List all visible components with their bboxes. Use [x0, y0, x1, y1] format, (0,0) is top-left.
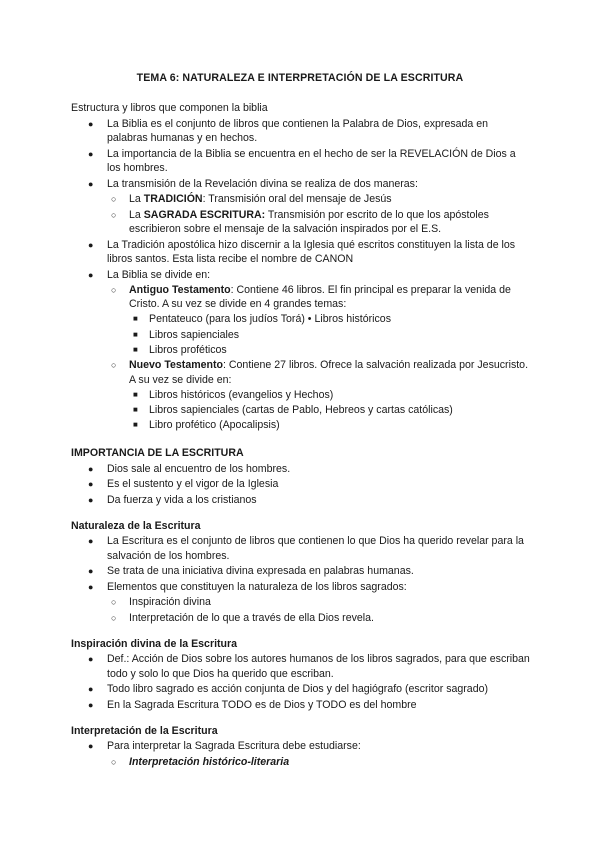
interpretacion-list [71, 739, 531, 768]
bullet-icon: ● [88, 654, 94, 665]
section-heading: IMPORTANCIA DE LA ESCRITURA [71, 447, 244, 460]
circle-bullet-icon: ○ [111, 194, 117, 205]
interpretacion-sublist [107, 755, 531, 769]
bullet-icon: ● [88, 741, 94, 752]
circle-bullet-icon: ○ [111, 756, 117, 767]
circle-bullet-icon: ○ [111, 209, 117, 220]
list-item: ● La transmisión de la Revelación divina se realiza de dos maneras: ○ La TRADICIÓN: Transmisión oral del mensaje de Jesús ○ La SAGRADA ESCRITURA: Transmisión por escrito de lo que los apóstoles escribieron sobre el mensaje de la salvación inspirados por el E.S. [71, 177, 531, 236]
section-heading: Inspiración divina de la Escritura [71, 638, 238, 651]
list-item: ● La Escritura es el conjunto de libros que contienen lo que Dios ha querido revelar para la salvación de los hombres. [88, 535, 524, 562]
bullet-icon: ● [88, 479, 94, 490]
page-title: TEMA 6: NATURALEZA E INTERPRETACIÓN DE LA ESCRITURA [136, 72, 464, 84]
estructura-list [71, 117, 531, 432]
list-item: ○ La TRADICIÓN: Transmisión oral del mensaje de Jesús [111, 193, 392, 206]
list-item: ○ La SAGRADA ESCRITURA: Transmisión por escrito de lo que los apóstoles escribieron sobre el mensaje de la salvación inspirados por el E.S. [111, 208, 489, 236]
list-item: ● Elementos que constituyen la naturaleza de los libros sagrados: ○ Inspiración divina ○ Interpretación de lo que a través de ella Dios revela. [71, 580, 531, 625]
list-item: ● Se trata de una iniciativa divina expresada en palabras humanas. [88, 565, 414, 578]
bullet-icon: ● [88, 495, 94, 506]
nt-sublist [129, 388, 531, 433]
circle-bullet-icon: ○ [111, 360, 117, 371]
bullet-icon: ● [88, 536, 94, 547]
list-item: ● La Tradición apostólica hizo discernir a la Iglesia qué escritos constituyen la lista de los libros santos. Esta lista recibe el nombre de CANON [88, 238, 516, 266]
square-bullet-icon: ■ [133, 314, 138, 324]
circle-bullet-icon: ○ [111, 613, 117, 623]
list-item: ● La Biblia se divide en: ○ Antiguo Testamento: Contiene 46 libros. El fin principal es preparar la venida de Cristo. A su vez se divide en 4 grandes temas: ■ Pentateuco (para los judíos Torá) • Libros históricos ■ Libros sapienciales ■ Libros proféticos ○ Nuevo Testamento: Contiene 27 libros. Ofrece la salvación realizada por Jesucristo. A su vez se divide en: ■ Libros históricos (evangelios y Hechos) ■ Libros sapienciales (cartas de Pablo, Hebreos y cartas católicas) ■ Libro profético (Apocalipsis) [71, 268, 531, 433]
circle-bullet-icon: ○ [111, 284, 117, 295]
bullet-icon: ● [88, 269, 94, 280]
list-item: ■ Pentateuco (para los judíos Torá) • Libros históricos [133, 313, 391, 326]
list-item: ○ Inspiración divina [111, 596, 211, 609]
list-item: ● Da fuerza y vida a los cristianos [88, 494, 257, 507]
list-item: ■ Libro profético (Apocalipsis) [133, 419, 280, 432]
bullet-icon: ● [88, 582, 94, 593]
list-item: ● Es el sustento y el vigor de la Iglesia [88, 478, 279, 491]
bullet-icon: ● [88, 149, 94, 160]
bullet-icon: ● [88, 239, 94, 250]
square-bullet-icon: ■ [133, 329, 138, 339]
bullet-icon: ● [88, 684, 94, 695]
bullet-icon: ● [88, 119, 94, 130]
list-item: ● Para interpretar la Sagrada Escritura debe estudiarse: ○ Interpretación histórico-literaria [71, 739, 531, 768]
section-heading: Naturaleza de la Escritura [71, 520, 201, 533]
list-item: ● Todo libro sagrado es acción conjunta de Dios y del hagiógrafo (escritor sagrado) [88, 683, 489, 696]
bullet-icon: ● [88, 566, 94, 577]
list-item: ● Dios sale al encuentro de los hombres. [88, 462, 291, 475]
square-bullet-icon: ■ [133, 389, 138, 399]
list-item: ■ Libros sapienciales (cartas de Pablo, Hebreos y cartas católicas) [133, 404, 453, 417]
list-item: ○ Nuevo Testamento: Contiene 27 libros. Ofrece la salvación realizada por Jesucristo. A su vez se divide en: ■ Libros históricos (evangelios y Hechos) ■ Libros sapienciales (cartas de Pablo, Hebreos y cartas católicas) ■ Libro profético (Apocalipsis) [107, 358, 531, 432]
circle-bullet-icon: ○ [111, 597, 117, 608]
list-item: ● La Biblia es el conjunto de libros que contienen la Palabra de Dios, expresada en palabras humanas y en hechos. [88, 118, 489, 145]
inspiracion-list [71, 652, 531, 712]
transmision-sublist [107, 192, 531, 236]
list-item: ■ Libros proféticos [133, 343, 227, 356]
naturaleza-sublist [107, 595, 531, 625]
square-bullet-icon: ■ [133, 420, 138, 430]
bullet-icon: ● [88, 463, 94, 474]
list-item: ● Def.: Acción de Dios sobre los autores humanos de los libros sagrados, para que escriban todo y solo lo que Dios ha querido que escriban. [88, 653, 530, 680]
bullet-icon: ● [88, 179, 94, 190]
at-sublist [129, 312, 531, 357]
list-item: ● La importancia de la Biblia se encuentra en el hecho de ser la REVELACIÓN de Dios a los hombres. [88, 148, 516, 175]
naturaleza-list [71, 534, 531, 625]
list-item: ■ Libros históricos (evangelios y Hechos) [133, 388, 334, 401]
division-sublist [107, 283, 531, 433]
square-bullet-icon: ■ [133, 344, 138, 354]
list-item: ● En la Sagrada Escritura TODO es de Dios y TODO es del hombre [88, 699, 417, 712]
section-heading: Interpretación de la Escritura [71, 725, 218, 738]
document-body [71, 101, 531, 770]
list-item: ■ Libros sapienciales [133, 328, 240, 341]
list-item: ○ Interpretación histórico-literaria [111, 755, 290, 768]
list-item: ○ Interpretación de lo que a través de ella Dios revela. [111, 612, 374, 624]
square-bullet-icon: ■ [133, 405, 138, 415]
list-item: ○ Antiguo Testamento: Contiene 46 libros. El fin principal es preparar la venida de Cristo. A su vez se divide en 4 grandes temas: ■ Pentateuco (para los judíos Torá) • Libros históricos ■ Libros sapienciales ■ Libros proféticos [107, 283, 531, 357]
importancia-list [71, 462, 531, 508]
bullet-icon: ● [88, 700, 94, 711]
section-intro: Estructura y libros que componen la biblia [71, 102, 268, 114]
